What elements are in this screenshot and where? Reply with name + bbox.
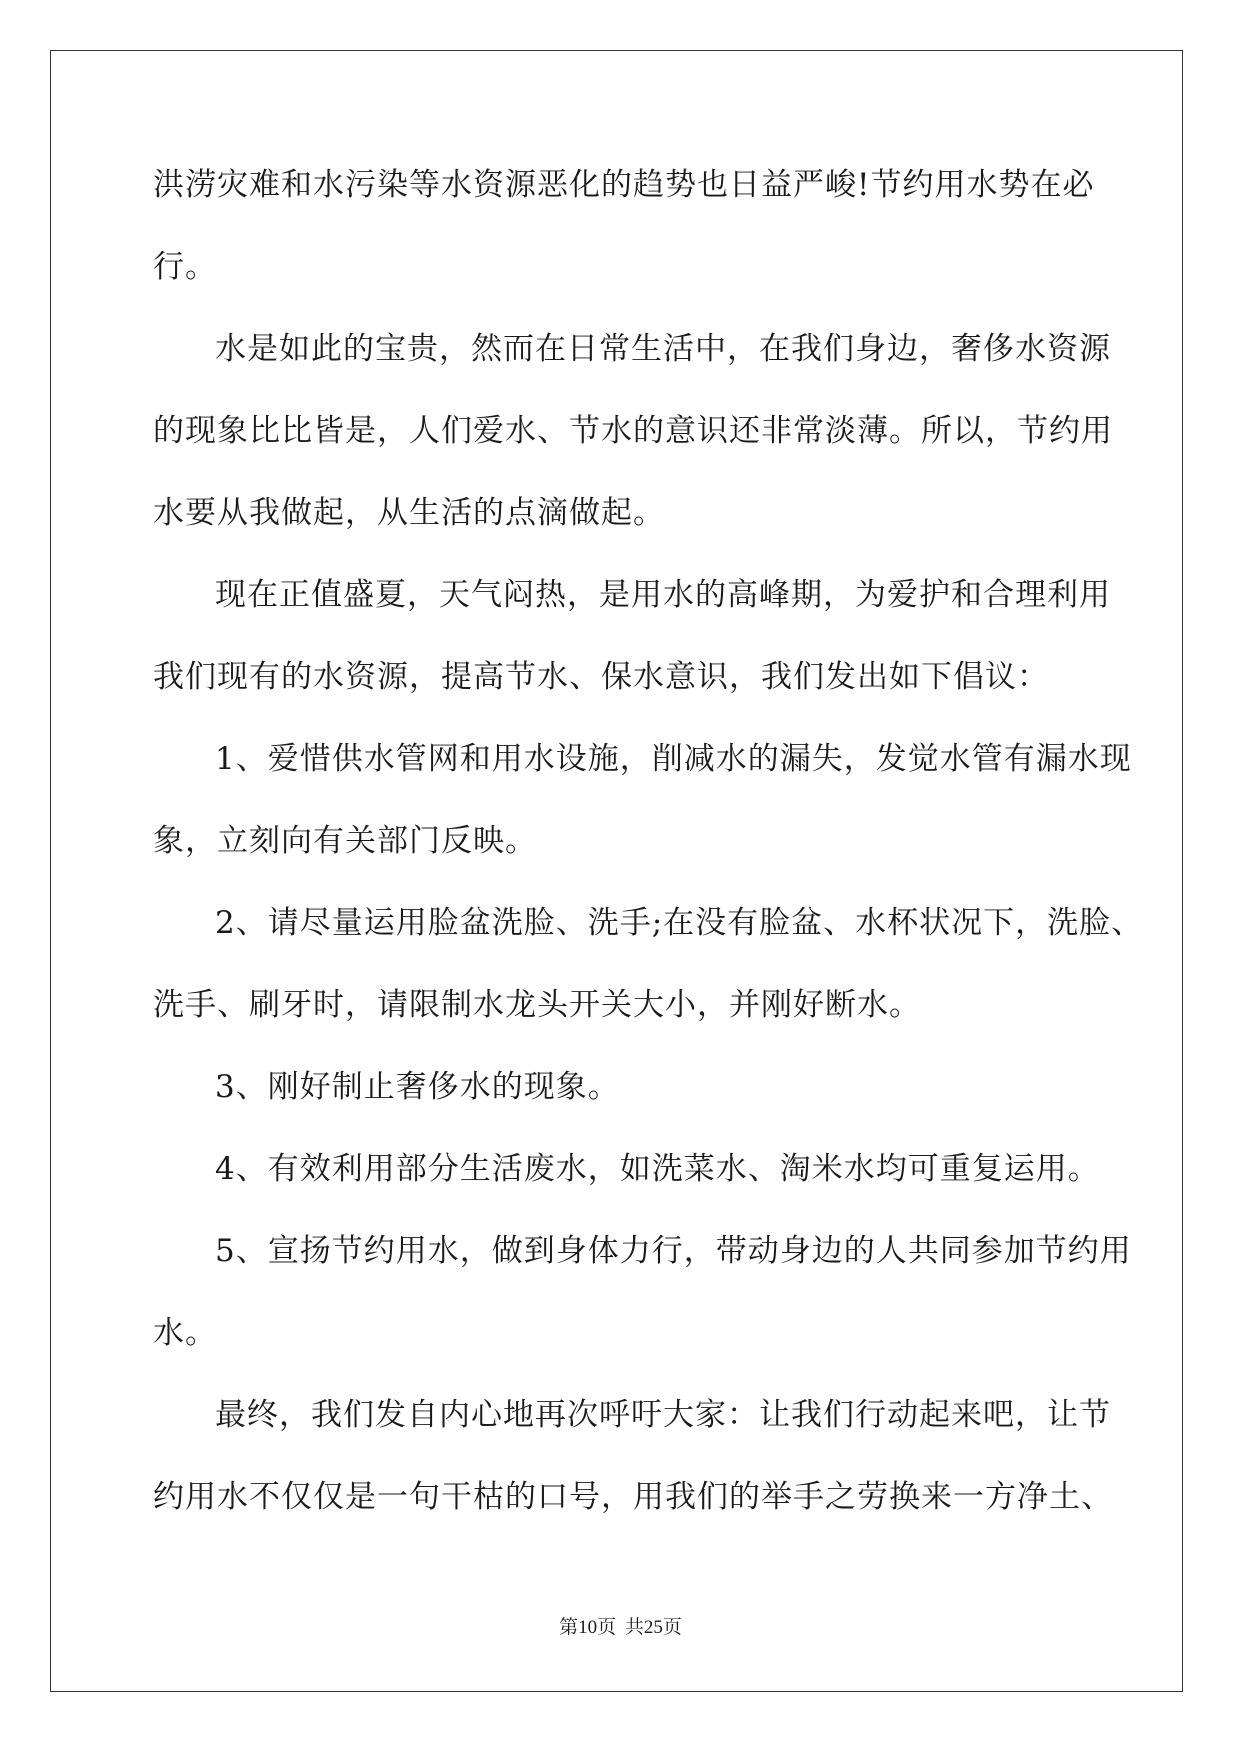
text-line: 4、有效利用部分生活废水，如洗菜水、淘米水均可重复运用。 [215, 1151, 1100, 1187]
text-line: 1、爱惜供水管网和用水设施，削减水的漏失，发觉水管有漏水现 [215, 741, 1132, 777]
text-line: 最终，我们发自内心地再次呼吁大家：让我们行动起来吧，让节 [215, 1397, 1111, 1433]
page-total: 共25页 [624, 1617, 682, 1638]
document-body [153, 160, 1144, 1554]
text-line: 洪涝灾难和水污染等水资源恶化的趋势也日益严峻!节约用水势在必 [153, 167, 1095, 203]
text-line: 洗手、刷牙时，请限制水龙头开关大小，并刚好断水。 [153, 987, 921, 1023]
text-line: 行。 [153, 249, 217, 285]
text-line: 现在正值盛夏，天气闷热，是用水的高峰期，为爱护和合理利用 [215, 577, 1111, 613]
text-line: 水要从我做起，从生活的点滴做起。 [153, 495, 665, 531]
text-line: 5、宣扬节约用水，做到身体力行，带动身边的人共同参加节约用 [215, 1233, 1132, 1269]
text-line: 我们现有的水资源，提高节水、保水意识，我们发出如下倡议： [153, 659, 1049, 695]
text-line: 约用水不仅仅是一句干枯的口号，用我们的举手之劳换来一方净土、 [153, 1479, 1113, 1515]
page-number: 第10页 [559, 1617, 617, 1638]
text-line: 象，立刻向有关部门反映。 [153, 823, 537, 859]
page-footer [0, 1612, 1241, 1639]
text-line: 2、请尽量运用脸盆洗脸、洗手;在没有脸盆、水杯状况下，洗脸、 [215, 905, 1144, 941]
text-line: 水。 [153, 1315, 217, 1351]
text-line: 水是如此的宝贵，然而在日常生活中，在我们身边，奢侈水资源 [215, 331, 1111, 367]
text-line: 的现象比比皆是，人们爱水、节水的意识还非常淡薄。所以，节约用 [153, 413, 1113, 449]
text-line: 3、刚好制止奢侈水的现象。 [215, 1069, 620, 1105]
